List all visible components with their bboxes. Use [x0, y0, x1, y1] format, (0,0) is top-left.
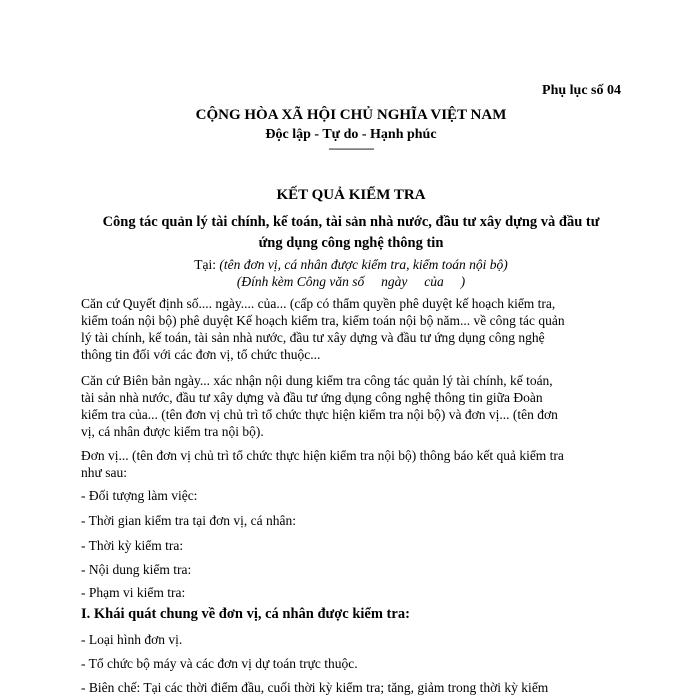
paragraph-line: tài sản nhà nước, đầu tư xây dựng và đầu tư ứng dụng công nghệ thông tin giữa Đoàn: [81, 390, 543, 405]
paragraph-line: như sau:: [81, 465, 127, 480]
list-item-unit-type: - Loại hình đơn vị.: [81, 632, 183, 647]
list-item-staffing: - Biên chế: Tại các thời điểm đầu, cuối thời kỳ kiểm tra; tăng, giảm trong thời kỳ kiểm: [81, 680, 549, 695]
paragraph-line: Đơn vị... (tên đơn vị chủ trì tổ chức thực hiện kiểm tra nội bộ) thông báo kết quả kiểm tra: [81, 448, 564, 463]
document-page: [81, 0, 621, 700]
nation-header: CỘNG HÒA XÃ HỘI CHỦ NGHĨA VIỆT NAM: [195, 107, 507, 123]
inspected-unit: [81, 256, 621, 290]
subtitle-line-2: ứng dụng công nghệ thông tin: [258, 235, 444, 251]
paragraph-line: thông tin đối với các đơn vị, tổ chức thuộc...: [81, 347, 321, 362]
paragraph-line: Căn cứ Biên bản ngày... xác nhận nội dung kiểm tra công tác quản lý tài chính, kế toán,: [81, 373, 553, 388]
list-item-work-subject: - Đối tượng làm việc:: [81, 488, 198, 503]
national-motto: Độc lập - Tự do - Hạnh phúc: [265, 127, 437, 142]
section-heading-overview: I. Khái quát chung về đơn vị, cá nhân được kiểm tra:: [81, 606, 410, 622]
attachment-note: (Đính kèm Công văn số ngày của ): [236, 274, 466, 289]
list-item-inspection-period: - Thời kỳ kiểm tra:: [81, 538, 184, 553]
paragraph-line: lý tài chính, kế toán, tài sản nhà nước, đầu tư xây dựng và đầu tư ứng dụng công nghệ: [81, 330, 545, 345]
list-item-inspection-scope: - Phạm vi kiểm tra:: [81, 585, 186, 600]
header-rule: ---------------: [328, 141, 374, 155]
paragraph-minutes: [81, 372, 621, 440]
list-item-inspection-content: - Nội dung kiểm tra:: [81, 562, 192, 577]
subtitle-line-1: Công tác quản lý tài chính, kế toán, tài sản nhà nước, đầu tư xây dựng và đầu tư: [102, 214, 600, 230]
appendix-number: Phụ lục số 04: [542, 83, 621, 98]
document-title: KẾT QUẢ KIỂM TRA: [276, 187, 426, 203]
document-subtitle: [81, 212, 621, 254]
paragraph-line: kiểm toán nội bộ) phê duyệt Kế hoạch kiểm tra, kiểm toán nội bộ năm... về công tác quản: [81, 313, 565, 328]
inspected-unit-line: [81, 256, 621, 273]
paragraph-line: kiểm tra của... (tên đơn vị chủ trì tổ chức thực hiện kiểm tra nội bộ) và đơn vị... (tên đơn: [81, 407, 558, 422]
paragraph-decision: [81, 295, 621, 363]
paragraph-line: vị, cá nhân được kiểm tra nội bộ).: [81, 424, 264, 439]
unit-target: (tên đơn vị, cá nhân được kiểm tra, kiểm toán nội bộ): [219, 257, 508, 272]
paragraph-line: Căn cứ Quyết định số.... ngày.... của... (cấp có thẩm quyền phê duyệt kế hoạch kiểm tra,: [81, 296, 556, 311]
list-item-inspection-time: - Thời gian kiểm tra tại đơn vị, cá nhân:: [81, 513, 296, 528]
unit-prefix: Tại:: [194, 257, 220, 272]
paragraph-announcement: [81, 447, 621, 481]
list-item-organization: - Tổ chức bộ máy và các đơn vị dự toán trực thuộc.: [81, 656, 358, 671]
